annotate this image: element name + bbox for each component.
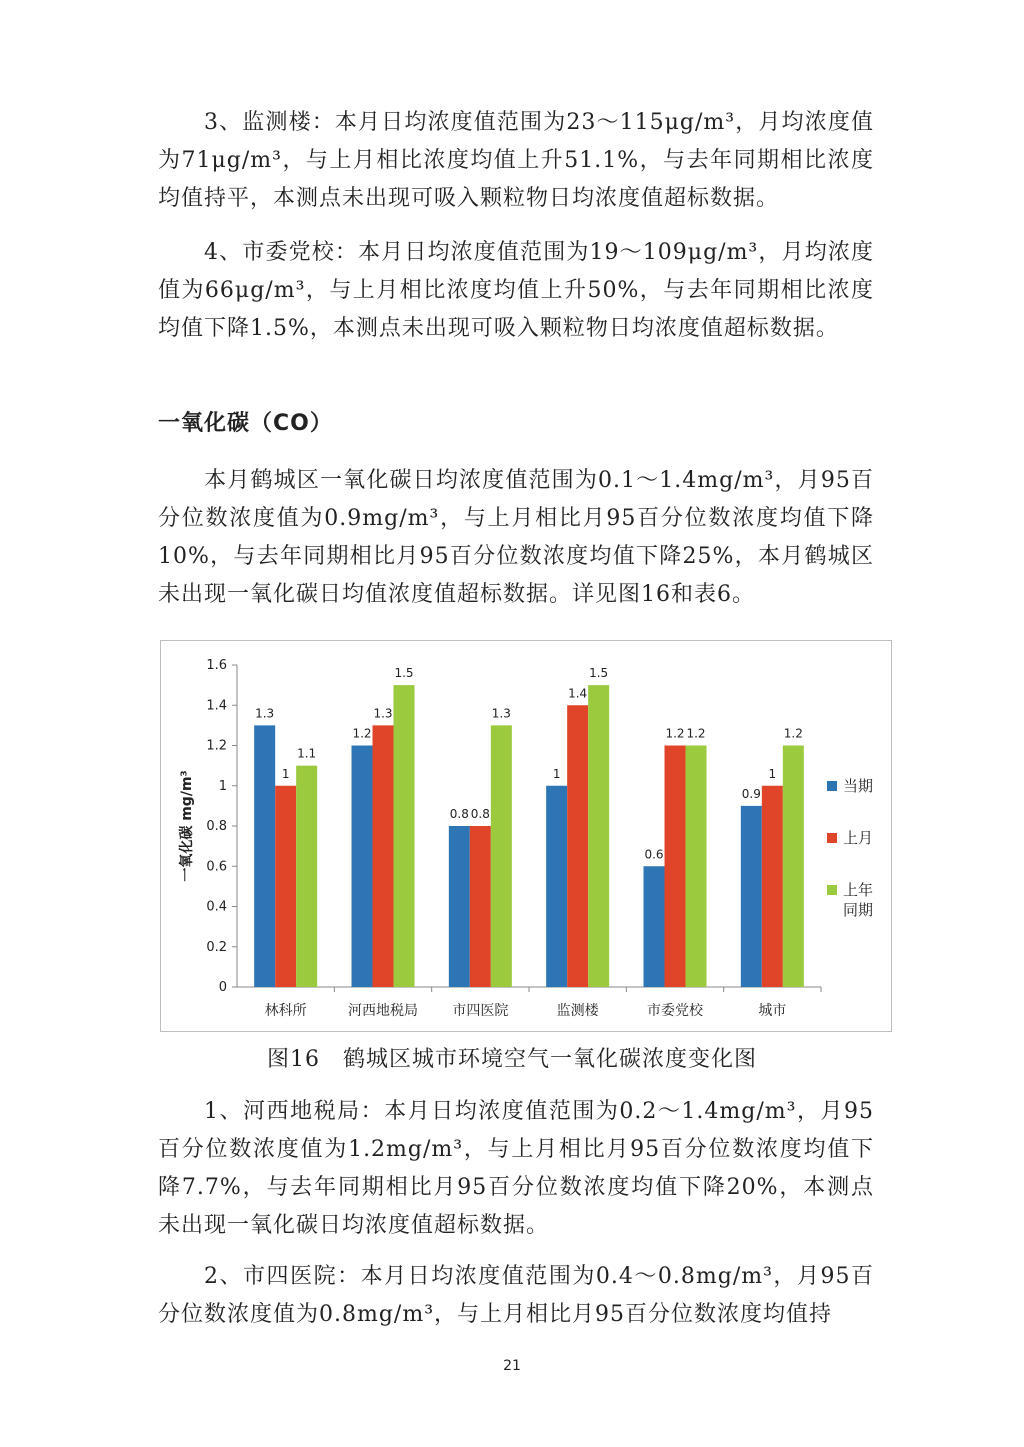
bar-value-label: 1.1 <box>297 746 317 761</box>
x-category-label: 林科所 <box>264 1003 307 1019</box>
bar <box>686 746 707 988</box>
paragraph-text: 2、市四医院：本月日均浓度值范围为0.4～0.8mg/m³，月95百分位数浓度值为0.8mg/m³，与上月相比月95百分位数浓度均值持 <box>158 1264 874 1327</box>
bar <box>275 786 296 987</box>
bar <box>567 705 588 987</box>
bar-value-label: 1.2 <box>352 726 372 741</box>
bar <box>741 806 762 987</box>
bar-value-label: 1.3 <box>491 706 511 721</box>
y-tick-label: 1.2 <box>206 738 227 754</box>
paragraph-party-school <box>158 234 874 348</box>
bar-value-label: 0.8 <box>449 807 469 821</box>
x-category-label: 监测楼 <box>556 1003 599 1019</box>
bar <box>352 746 373 988</box>
legend-swatch <box>827 781 837 791</box>
bar-value-label: 1.2 <box>665 726 685 741</box>
bar <box>762 786 783 987</box>
bar <box>254 725 275 987</box>
bar-value-label: 1 <box>281 766 290 781</box>
bar-value-label: 1 <box>768 766 777 781</box>
paragraph-text: 1、河西地税局：本月日均浓度值范围为0.2～1.4mg/m³，月95百分位数浓度值为1.2mg/m³，与上月相比月95百分位数浓度均值下降7.7%，与去年同期相比月95百分位数浓度均值下降20%，本测点未出现一氧化碳日均浓度值超标数据。 <box>158 1099 874 1238</box>
bar <box>783 746 804 988</box>
y-tick-label: 0 <box>218 980 227 995</box>
bar <box>491 725 512 987</box>
bar-value-label: 1 <box>552 766 561 781</box>
y-axis-label: 一氧化碳 mg/m³ <box>179 770 195 882</box>
bar <box>394 685 415 987</box>
legend-swatch <box>827 833 837 843</box>
bar <box>588 685 609 987</box>
bar-value-label: 0.9 <box>741 786 761 801</box>
bar-value-label: 1.2 <box>686 726 706 741</box>
bar <box>449 826 470 987</box>
bar-value-label: 0.8 <box>470 807 490 821</box>
x-category-label: 市四医院 <box>452 1003 509 1019</box>
y-tick-label: 0.8 <box>206 819 227 834</box>
paragraph-text: 4、市委党校：本月日均浓度值范围为19～109μg/m³，月均浓度值为66μg/m³，与上月相比浓度均值上升50%，与去年同期相比浓度均值下降1.5%，本测点未出现可吸入颗粒物日均浓度值超标数据。 <box>158 240 874 341</box>
legend-swatch <box>827 885 837 895</box>
legend-label: 上年 <box>843 881 874 899</box>
bar <box>296 766 317 987</box>
legend-label: 上月 <box>843 829 874 847</box>
paragraph-text: 本月鹤城区一氧化碳日均浓度值范围为0.1～1.4mg/m³，月95百分位数浓度值为0.9mg/m³，与上月相比月95百分位数浓度均值下降10%，与去年同期相比月95百分位数浓度均值下降25%，本月鹤城区未出现一氧化碳日均值浓度值超标数据。详见图16和表6。 <box>158 468 874 607</box>
x-category-label: 河西地税局 <box>348 1003 418 1019</box>
paragraph-monitoring-building <box>158 104 874 218</box>
bar <box>373 725 394 987</box>
paragraph-text: 3、监测楼：本月日均浓度值范围为23～115μg/m³，月均浓度值为71μg/m³，与上月相比浓度均值上升51.1%，与去年同期相比浓度均值持平，本测点未出现可吸入颗粒物日均浓度值超标数据。 <box>158 110 874 211</box>
y-tick-label: 1.4 <box>206 698 227 714</box>
bar <box>644 866 665 987</box>
bar <box>665 746 686 988</box>
bar-value-label: 0.6 <box>644 847 664 862</box>
bar-value-label: 1.3 <box>373 706 393 721</box>
page-number: 21 <box>503 1358 521 1374</box>
paragraph-hexi-tax-bureau <box>158 1093 874 1245</box>
bar <box>546 786 567 987</box>
y-tick-label: 1.6 <box>206 658 227 673</box>
y-tick-label: 0.6 <box>206 859 227 875</box>
bar-value-label: 1.5 <box>394 666 414 681</box>
figure-caption: 图16 鹤城区城市环境空气一氧化碳浓度变化图 <box>267 1047 757 1072</box>
y-tick-label: 0.4 <box>206 899 227 915</box>
bar-value-label: 1.5 <box>589 666 609 681</box>
x-category-label: 市委党校 <box>647 1003 703 1019</box>
legend-label: 当期 <box>843 777 874 795</box>
legend-label: 同期 <box>843 901 874 919</box>
bar-value-label: 1.3 <box>255 706 275 721</box>
co-bar-chart <box>160 640 892 1032</box>
paragraph-co-summary <box>158 462 874 614</box>
x-category-label: 城市 <box>758 1003 787 1019</box>
y-tick-label: 1 <box>218 778 227 794</box>
chart-canvas <box>161 641 891 1031</box>
section-heading-co: 一氧化碳（CO） <box>158 411 333 436</box>
bar-value-label: 1.4 <box>568 686 588 701</box>
paragraph-city-fourth-hospital <box>158 1258 874 1334</box>
bar-value-label: 1.2 <box>783 726 803 741</box>
bar <box>470 826 491 987</box>
y-tick-label: 0.2 <box>206 939 227 955</box>
